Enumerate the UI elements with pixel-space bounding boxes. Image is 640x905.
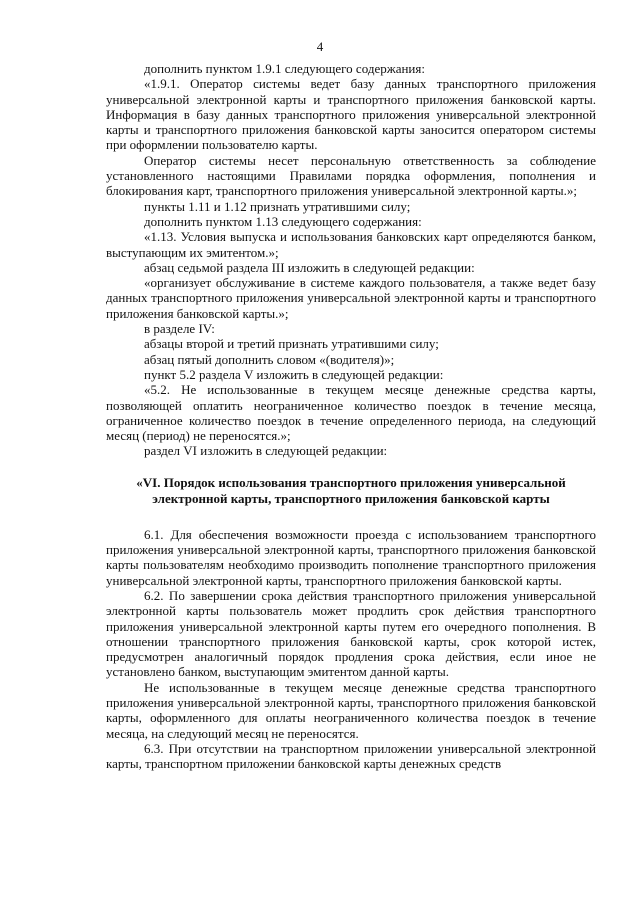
paragraph: дополнить пунктом 1.9.1 следующего содержания: [144,61,425,76]
paragraph: «1.9.1. Оператор системы ведет базу данных транспортного приложения универсальной электронной карты и транспортного приложения банковской карты. Информация в базу данных транспортного приложения универсальной электронной карты и транспортного приложения банковской карты заносится оператором системы при оформлении пользователю карты. [106,76,596,153]
document-body [106,61,596,771]
paragraph: «5.2. Не использованные в текущем месяце денежные средства карты, позволяющей оплатить неограниченное количество поездок в течение месяца, ограниченное количество поездок в течение определенного периода, на следующий месяц (период) не переносятся.»; [106,382,596,444]
paragraph: 6.3. При отсутствии на транспортном приложении универсальной электронной карты, транспортном приложении банковской карты денежных средств [106,740,596,772]
paragraph: дополнить пунктом 1.13 следующего содержания: [144,213,422,229]
paragraph: «организует обслуживание в системе каждого пользователя, а также ведет базу данных транспортного приложения универсальной электронной карты и транспортного приложения банковской карты.»; [106,275,596,321]
paragraph: пункты 1.11 и 1.12 признать утратившими силу; [144,198,411,214]
paragraph: в разделе IV: [144,321,215,337]
section-title: «VI. Порядок использования транспортного приложения универсальной электронной карты, транспортного приложения банковской карты [136,474,566,506]
paragraph: раздел VI изложить в следующей редакции: [144,443,388,459]
paragraph: 6.1. Для обеспечения возможности проезда с использованием транспортного приложения универсальной электронной карты, транспортного приложения банковской карты пользователям необходимо производить пополнение транспортного приложения универсальной электронной карты, транспортного приложения банковской карты. [106,526,596,588]
paragraph: абзац седьмой раздела III изложить в следующей редакции: [144,259,475,275]
paragraph: 6.2. По завершении срока действия транспортного приложения универсальной электронной карты пользователь может продлить срок действия транспортного приложения универсальной электронной карты путем его очередного пополнения. В отношении транспортного приложения банковской карты, срок которой истек, предусмотрен аналогичный порядок продления срока действия, если иное не установлено банком, выступающим эмитентом данной карты. [106,587,596,680]
paragraph: Оператор системы несет персональную ответственность за соблюдение установленного настоящими Правилами порядка оформления, пополнения и блокирования карт, транспортного приложения универсальной электронной карты.»; [106,152,596,199]
paragraph: абзац пятый дополнить словом «(водителя)»; [144,351,395,367]
paragraph: пункт 5.2 раздела V изложить в следующей редакции: [144,366,444,382]
paragraph: Не использованные в текущем месяце денежные средства транспортного приложения универсальной электронной карты, транспортного приложения банковской карты, оформленного для оплаты неограниченного количества поездок в течение месяца, на следующий месяц не переносятся. [106,679,596,741]
page-number: 4 [316,39,324,54]
paragraph: «1.13. Условия выпуска и использования банковских карт определяются банком, выступающим их эмитентом.»; [106,229,596,260]
paragraph: абзацы второй и третий признать утратившими силу; [144,336,439,352]
